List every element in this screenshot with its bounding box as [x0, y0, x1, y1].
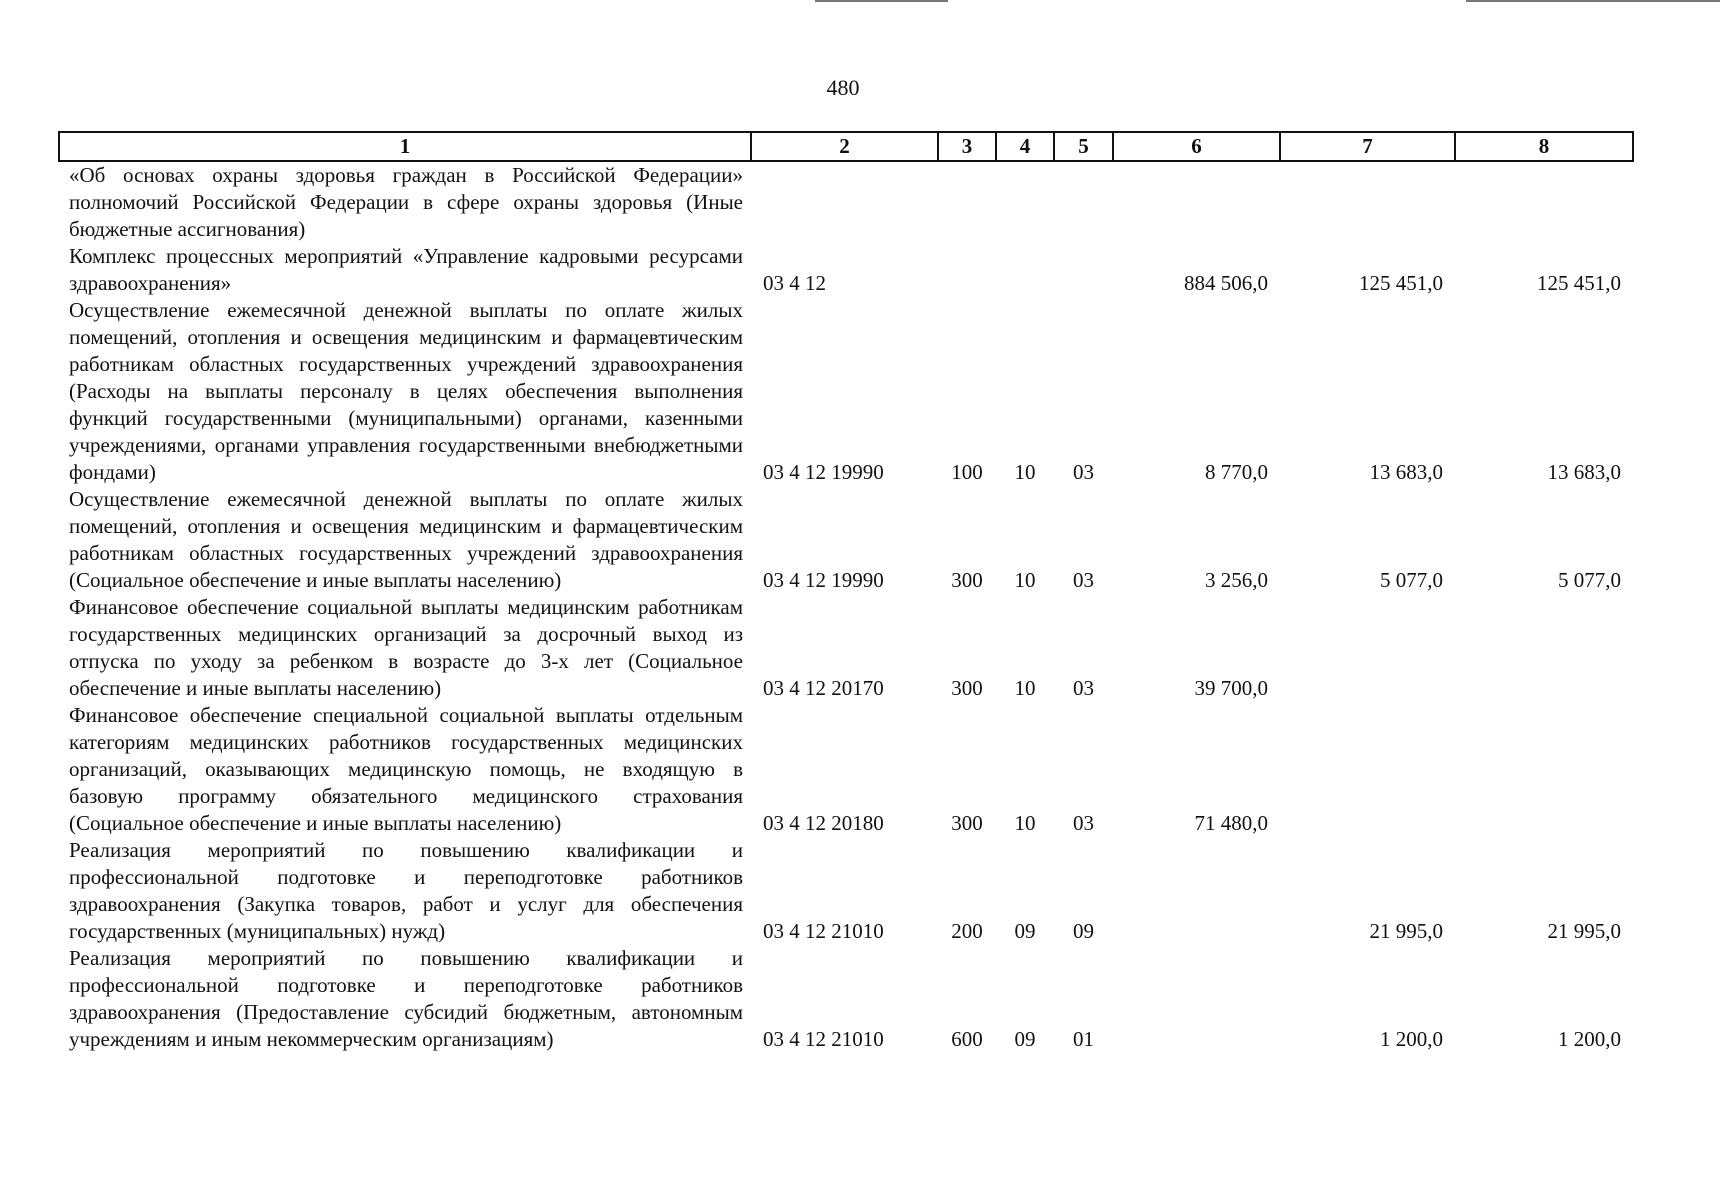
row-col-6	[1113, 945, 1280, 1053]
row-col-4: 09	[1014, 919, 1036, 943]
row-description: Реализация мероприятий по повышению квалификации и профессиональной подготовке и переподготовке работников здравоохранения (Закупка товаров, работ и услуг для обеспечения государственных (муниципальных) нужд)	[69, 838, 743, 943]
table-header	[59, 132, 1633, 161]
row-description: Финансовое обеспечение социальной выплаты медицинским работникам государственных медицинских организаций за досрочный выход из отпуска по уходу за ребенком в возрасте до 3-х лет (Социальное обеспечение и иные выплаты населению)	[69, 595, 743, 700]
row-col-3	[938, 161, 996, 243]
row-description: Реализация мероприятий по повышению квалификации и профессиональной подготовке и переподготовке работников здравоохранения (Предоставление субсидий бюджетным, автономным учреждениям и иным некоммерческим организациям)	[69, 946, 743, 1051]
row-col-8	[1455, 161, 1633, 243]
row-description: Осуществление ежемесячной денежной выплаты по оплате жилых помещений, отопления и освещения медицинским и фармацевтическим работникам областных государственных учреждений здравоохранения (Расходы на выплаты персоналу в целях обеспечения выполнения функций государственными (муниципальными) органами, казенными учреждениями, органами управления государственными внебюджетными фондами)	[69, 298, 743, 484]
row-code: 03 4 12	[763, 271, 826, 295]
header-row	[59, 132, 1633, 161]
row-col-8: 5 077,0	[1558, 568, 1621, 592]
row-col-7: 13 683,0	[1369, 460, 1443, 484]
row-col-8: 13 683,0	[1547, 460, 1621, 484]
header-col-5: 5	[1054, 132, 1113, 161]
row-code	[751, 161, 938, 243]
row-col-8: 1 200,0	[1558, 1027, 1621, 1051]
row-col-7: 125 451,0	[1359, 271, 1443, 295]
header-col-7: 7	[1280, 132, 1455, 161]
row-col-6: 884 506,0	[1184, 271, 1268, 295]
row-col-4	[996, 161, 1054, 243]
row-col-3: 300	[951, 811, 983, 835]
table-body	[59, 161, 1633, 1053]
row-col-5: 01	[1073, 1027, 1094, 1051]
row-col-5: 03	[1073, 676, 1094, 700]
row-code: 03 4 12 20180	[763, 811, 884, 835]
row-col-7: 1 200,0	[1380, 1027, 1443, 1051]
budget-table	[58, 131, 1634, 1053]
table-row	[59, 702, 1633, 837]
row-col-6: 71 480,0	[1194, 811, 1268, 835]
row-code: 03 4 12 21010	[763, 919, 884, 943]
scan-artifact-line-right	[1466, 0, 1720, 2]
row-col-5: 03	[1073, 811, 1094, 835]
row-col-3: 300	[951, 676, 983, 700]
row-col-4	[996, 243, 1054, 297]
row-description: Финансовое обеспечение специальной социальной выплаты отдельным категориям медицинских работников государственных медицинских организаций, оказывающих медицинскую помощь, не входящую в базовую программу обязательного медицинского страхования (Социальное обеспечение и иные выплаты населению)	[69, 703, 743, 835]
header-col-1: 1	[59, 132, 751, 161]
row-col-6: 3 256,0	[1205, 568, 1268, 592]
header-col-2: 2	[751, 132, 938, 161]
row-col-8	[1455, 702, 1633, 837]
row-col-3: 600	[951, 1027, 983, 1051]
table-row	[59, 297, 1633, 486]
row-col-4: 10	[1014, 460, 1036, 484]
row-col-5: 03	[1073, 460, 1094, 484]
row-col-5: 03	[1073, 568, 1094, 592]
row-col-8: 125 451,0	[1537, 271, 1621, 295]
row-col-3: 300	[951, 568, 983, 592]
row-col-6: 8 770,0	[1205, 460, 1268, 484]
row-col-6: 39 700,0	[1194, 676, 1268, 700]
row-col-3: 200	[951, 919, 983, 943]
row-code: 03 4 12 20170	[763, 676, 884, 700]
table-row	[59, 945, 1633, 1053]
row-description: Комплекс процессных мероприятий «Управление кадровыми ресурсами здравоохранения»	[69, 244, 743, 295]
header-col-6: 6	[1113, 132, 1280, 161]
table-row	[59, 837, 1633, 945]
row-col-8: 21 995,0	[1547, 919, 1621, 943]
scan-artifact-line-left	[815, 0, 948, 2]
row-description: «Об основах охраны здоровья граждан в Российской Федерации» полномочий Российской Федерации в сфере охраны здоровья (Иные бюджетные ассигнования)	[69, 163, 743, 241]
row-code: 03 4 12 21010	[763, 1027, 884, 1051]
row-col-4: 10	[1014, 568, 1036, 592]
row-col-6	[1113, 837, 1280, 945]
table-row	[59, 243, 1633, 297]
row-col-4: 10	[1014, 811, 1036, 835]
row-col-5: 09	[1073, 919, 1094, 943]
row-description: Осуществление ежемесячной денежной выплаты по оплате жилых помещений, отопления и освещения медицинским и фармацевтическим работникам областных государственных учреждений здравоохранения (Социальное обеспечение и иные выплаты населению)	[69, 487, 743, 592]
row-col-5	[1054, 243, 1113, 297]
row-col-7: 21 995,0	[1369, 919, 1443, 943]
row-col-7	[1280, 702, 1455, 837]
row-col-7	[1280, 594, 1455, 702]
row-col-4: 09	[1014, 1027, 1036, 1051]
table-row	[59, 486, 1633, 594]
row-col-7	[1280, 161, 1455, 243]
row-col-7: 5 077,0	[1380, 568, 1443, 592]
header-col-4: 4	[996, 132, 1054, 161]
header-col-8: 8	[1455, 132, 1633, 161]
row-col-8	[1455, 594, 1633, 702]
row-code: 03 4 12 19990	[763, 460, 884, 484]
table-row	[59, 594, 1633, 702]
row-col-4: 10	[1014, 676, 1036, 700]
row-col-3: 100	[951, 460, 983, 484]
row-col-3	[938, 243, 996, 297]
table-row	[59, 161, 1633, 243]
page-number: 480	[826, 75, 860, 100]
row-col-6	[1113, 161, 1280, 243]
row-col-5	[1054, 161, 1113, 243]
header-col-3: 3	[938, 132, 996, 161]
row-code: 03 4 12 19990	[763, 568, 884, 592]
